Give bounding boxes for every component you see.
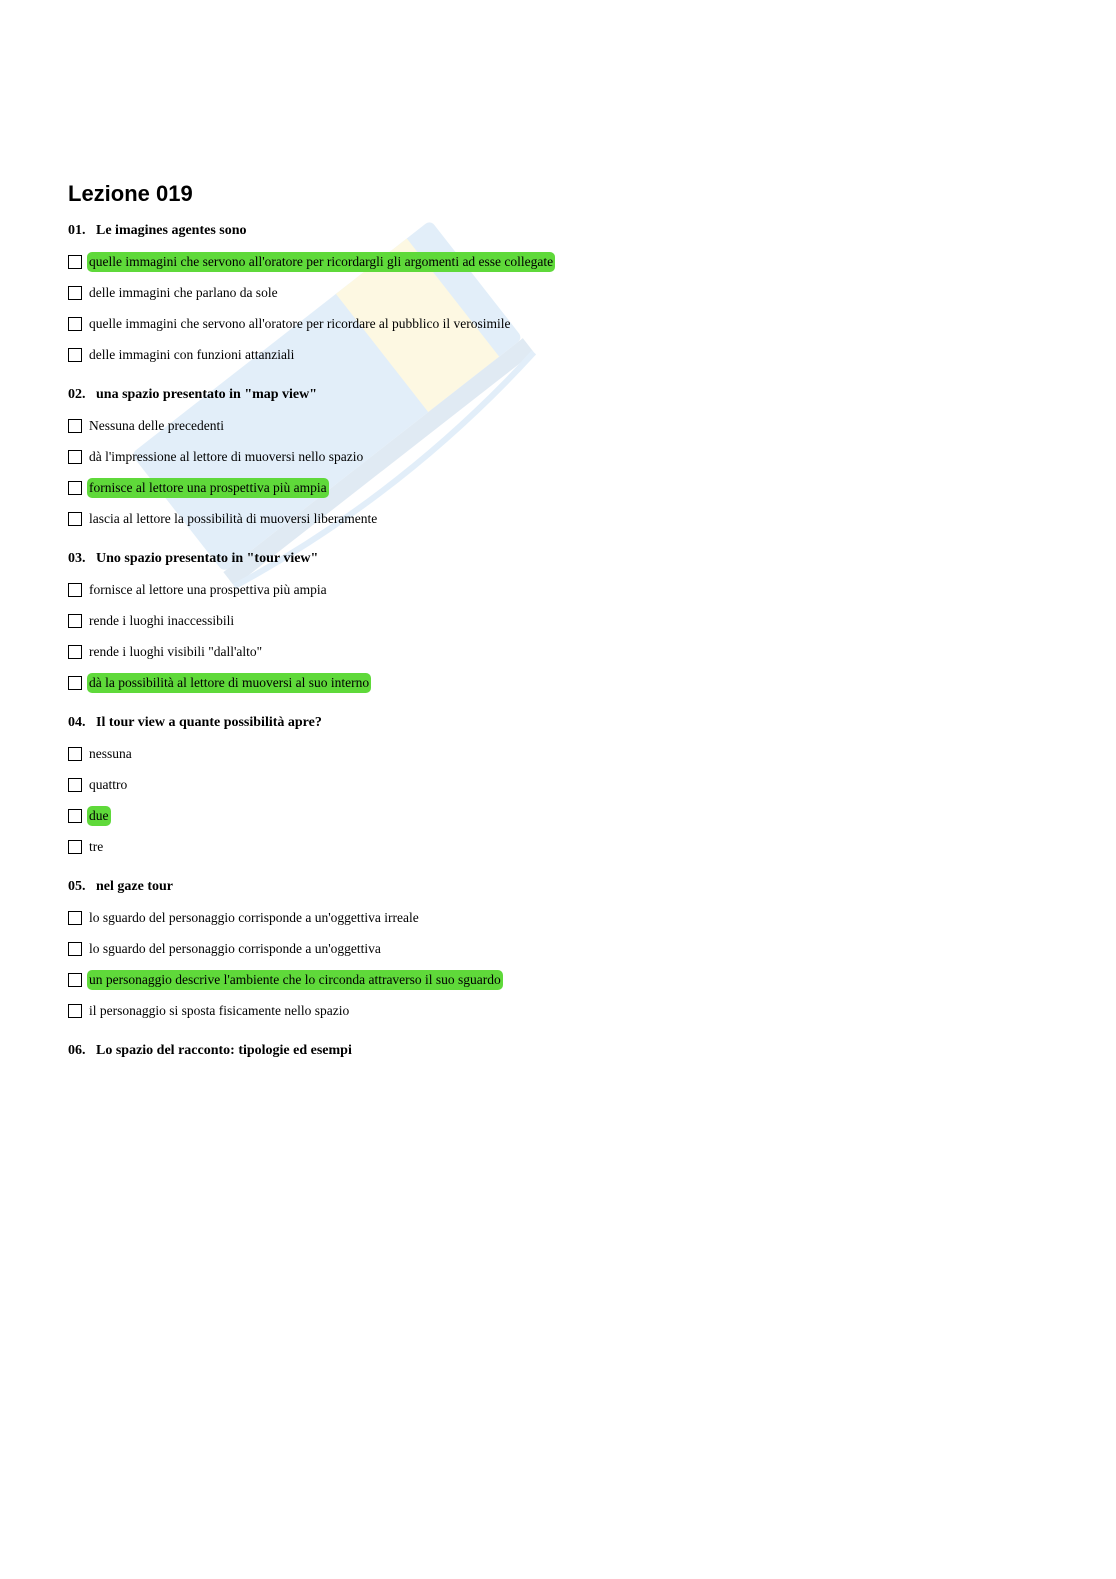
- question-header: [68, 1042, 1048, 1060]
- answer-option[interactable]: [68, 410, 1048, 441]
- question-number: 04.: [68, 715, 86, 730]
- question-text: una spazio presentato in "map view": [96, 387, 318, 402]
- question-text: Il tour view a quante possibilità apre?: [96, 715, 322, 730]
- checkbox[interactable]: [68, 747, 82, 761]
- checkbox[interactable]: [68, 809, 82, 823]
- answer-text: lo sguardo del personaggio corrisponde a un'oggettiva: [89, 940, 381, 956]
- question-header: [68, 714, 1048, 732]
- checkbox[interactable]: [68, 1004, 82, 1018]
- answer-text: lascia al lettore la possibilità di muoversi liberamente: [89, 510, 378, 526]
- answer-option[interactable]: [68, 995, 1048, 1026]
- checkbox[interactable]: [68, 778, 82, 792]
- checkbox[interactable]: [68, 419, 82, 433]
- checkbox[interactable]: [68, 512, 82, 526]
- answer-text: delle immagini con funzioni attanziali: [89, 346, 295, 362]
- question-number: 06.: [68, 1043, 86, 1058]
- question-3: [68, 550, 1048, 698]
- checkbox[interactable]: [68, 255, 82, 269]
- answer-text: Nessuna delle precedenti: [89, 417, 224, 433]
- checkbox[interactable]: [68, 942, 82, 956]
- checkbox[interactable]: [68, 676, 82, 690]
- answer-option[interactable]: [68, 441, 1048, 472]
- answer-option[interactable]: [68, 277, 1048, 308]
- checkbox[interactable]: [68, 583, 82, 597]
- checkbox[interactable]: [68, 840, 82, 854]
- answer-option[interactable]: [68, 667, 1048, 698]
- answer-option[interactable]: [68, 472, 1048, 503]
- answer-option[interactable]: [68, 503, 1048, 534]
- answer-text-highlighted: fornisce al lettore una prospettiva più ampia: [87, 478, 329, 498]
- question-text: Le imagines agentes sono: [96, 223, 247, 238]
- question-number: 02.: [68, 387, 86, 402]
- question-list: [68, 222, 1048, 1060]
- answer-text: fornisce al lettore una prospettiva più ampia: [89, 581, 327, 597]
- question-header: [68, 550, 1048, 568]
- checkbox[interactable]: [68, 317, 82, 331]
- answer-text-highlighted: quelle immagini che servono all'oratore per ricordargli gli argomenti ad esse collegate: [87, 252, 555, 272]
- answer-option[interactable]: [68, 964, 1048, 995]
- checkbox[interactable]: [68, 348, 82, 362]
- answer-option[interactable]: [68, 902, 1048, 933]
- answer-option[interactable]: [68, 605, 1048, 636]
- answer-text-highlighted: dà la possibilità al lettore di muoversi al suo interno: [87, 673, 371, 693]
- answer-option[interactable]: [68, 769, 1048, 800]
- answer-text: rende i luoghi visibili "dall'alto": [89, 643, 263, 659]
- question-2: [68, 386, 1048, 534]
- checkbox[interactable]: [68, 645, 82, 659]
- answer-option[interactable]: [68, 831, 1048, 862]
- question-1: [68, 222, 1048, 370]
- answer-option[interactable]: [68, 636, 1048, 667]
- answer-option[interactable]: [68, 339, 1048, 370]
- answer-text: quattro: [89, 776, 128, 792]
- answer-option[interactable]: [68, 800, 1048, 831]
- lesson-title: Lezione 019: [68, 181, 193, 206]
- question-5: [68, 878, 1048, 1026]
- answer-text-highlighted: un personaggio descrive l'ambiente che lo circonda attraverso il suo sguardo: [87, 970, 503, 990]
- answer-text: lo sguardo del personaggio corrisponde a un'oggettiva irreale: [89, 909, 419, 925]
- question-number: 01.: [68, 223, 86, 238]
- answer-text-highlighted: due: [87, 806, 111, 826]
- answer-text: delle immagini che parlano da sole: [89, 284, 278, 300]
- answer-text: rende i luoghi inaccessibili: [89, 612, 235, 628]
- quiz-page: [68, 178, 1048, 1076]
- checkbox[interactable]: [68, 481, 82, 495]
- question-header: [68, 878, 1048, 896]
- answer-text: tre: [89, 838, 104, 854]
- question-text: nel gaze tour: [96, 879, 173, 894]
- answer-option[interactable]: [68, 246, 1048, 277]
- checkbox[interactable]: [68, 286, 82, 300]
- question-6: [68, 1042, 1048, 1060]
- answer-text: dà l'impressione al lettore di muoversi nello spazio: [89, 448, 364, 464]
- question-header: [68, 386, 1048, 404]
- checkbox[interactable]: [68, 450, 82, 464]
- checkbox[interactable]: [68, 614, 82, 628]
- question-number: 03.: [68, 551, 86, 566]
- answer-text: nessuna: [89, 745, 132, 761]
- question-text: Lo spazio del racconto: tipologie ed esempi: [96, 1043, 352, 1058]
- answer-option[interactable]: [68, 933, 1048, 964]
- answer-option[interactable]: [68, 738, 1048, 769]
- question-number: 05.: [68, 879, 86, 894]
- question-header: [68, 222, 1048, 240]
- answer-option[interactable]: [68, 574, 1048, 605]
- answer-text: il personaggio si sposta fisicamente nello spazio: [89, 1002, 350, 1018]
- question-text: Uno spazio presentato in "tour view": [96, 551, 319, 566]
- answer-option[interactable]: [68, 308, 1048, 339]
- answer-text: quelle immagini che servono all'oratore per ricordare al pubblico il verosimile: [89, 315, 511, 331]
- question-4: [68, 714, 1048, 862]
- checkbox[interactable]: [68, 973, 82, 987]
- checkbox[interactable]: [68, 911, 82, 925]
